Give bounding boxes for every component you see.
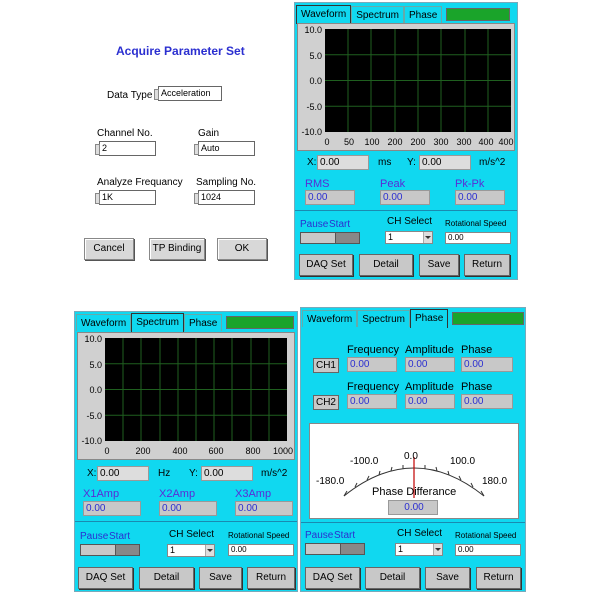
tab-spectrum[interactable]: Spectrum: [357, 310, 410, 327]
detail-button[interactable]: Detail: [359, 254, 413, 276]
ch-select-value: 1: [398, 544, 404, 554]
y-cursor-label: Y:: [189, 468, 198, 479]
channel-label: Channel No.: [97, 128, 153, 139]
y-tick: -10.0: [81, 436, 102, 446]
x-cursor-value: 0.00: [97, 466, 149, 481]
tab-waveform[interactable]: Waveform: [302, 310, 357, 327]
save-button[interactable]: Save: [199, 567, 242, 589]
x-tick: 200: [387, 137, 403, 147]
ch2-frequency-value: 0.00: [347, 394, 397, 409]
ch-select-label: CH Select: [387, 216, 433, 227]
rot-speed-input[interactable]: 0.00: [445, 232, 511, 244]
ch-select-value: 1: [170, 545, 176, 555]
data-type-field[interactable]: Acceleration: [158, 86, 222, 101]
pkpk-value: 0.00: [455, 190, 505, 205]
return-button[interactable]: Return: [247, 567, 295, 589]
rot-speed-input[interactable]: 0.00: [228, 544, 294, 556]
x3amp-value: 0.00: [235, 501, 293, 516]
pause-start-toggle[interactable]: [300, 232, 360, 244]
x-unit: ms: [378, 157, 392, 168]
gauge-tick-label: 0.0: [404, 451, 418, 462]
y-tick: -5.0: [86, 411, 102, 421]
sampling-label: Sampling No.: [196, 177, 257, 188]
gauge-tick-label: -180.0: [316, 476, 345, 487]
rot-speed-label: Rotational Speed: [228, 531, 290, 540]
gauge-tick-label: 180.0: [482, 476, 508, 487]
status-bar: [446, 8, 510, 21]
ch1-button[interactable]: CH1: [313, 358, 339, 373]
y-tick: 5.0: [309, 51, 322, 61]
x-tick: 200: [135, 446, 151, 456]
x1amp-label: X1Amp: [83, 488, 120, 500]
y-cursor-value: 0.00: [201, 466, 253, 481]
pkpk-label: Pk-Pk: [455, 178, 485, 190]
cancel-button[interactable]: Cancel: [84, 238, 134, 260]
x-cursor-label: X:: [307, 157, 317, 168]
gain-label: Gain: [198, 128, 220, 139]
sampling-field[interactable]: 1024: [198, 190, 255, 205]
tab-phase[interactable]: Phase: [410, 309, 448, 328]
return-button[interactable]: Return: [476, 567, 521, 589]
ch1-frequency-value: 0.00: [347, 357, 397, 372]
rms-label: RMS: [305, 178, 330, 190]
pause-start-toggle[interactable]: [80, 544, 140, 556]
gauge-title: Phase Differance: [372, 486, 457, 498]
rot-speed-label: Rotational Speed: [455, 531, 517, 540]
phase-diff-value: 0.00: [388, 500, 438, 515]
spectrum-plot-area: [77, 332, 295, 460]
save-button[interactable]: Save: [419, 254, 459, 276]
x-tick: 200: [410, 137, 426, 147]
x-tick: 100: [364, 137, 380, 147]
x1amp-value: 0.00: [83, 501, 141, 516]
ch2-button[interactable]: CH2: [313, 395, 339, 410]
pause-label: Pause: [80, 531, 109, 542]
y-tick: 0.0: [89, 385, 102, 395]
waveform-panel-top: [294, 2, 518, 280]
ch1-frequency-label: Frequency: [347, 344, 399, 356]
y-unit: m/s^2: [261, 468, 288, 479]
spectrum-panel: [74, 311, 298, 592]
y-unit: m/s^2: [479, 157, 506, 168]
ch1-amplitude-label: Amplitude: [405, 344, 454, 356]
ch-select-dropdown[interactable]: [385, 231, 433, 244]
phase-gauge: [309, 423, 519, 519]
x-tick: 0: [324, 137, 330, 147]
ch1-amplitude-value: 0.00: [405, 357, 455, 372]
daq-set-button[interactable]: DAQ Set: [78, 567, 133, 589]
ch2-frequency-label: Frequency: [347, 381, 399, 393]
freq-field[interactable]: 1K: [99, 190, 156, 205]
tab-waveform[interactable]: Waveform: [296, 5, 351, 24]
chevron-down-icon: [433, 544, 442, 555]
x-tick: 300: [433, 137, 449, 147]
tab-spectrum[interactable]: Spectrum: [351, 6, 404, 23]
start-label: Start: [329, 219, 351, 230]
x-tick: 800: [245, 446, 261, 456]
x-cursor-value: 0.00: [317, 155, 369, 170]
y-cursor-value: 0.00: [419, 155, 471, 170]
x-tick: 600: [208, 446, 224, 456]
x-tick: 0: [104, 446, 110, 456]
rms-value: 0.00: [305, 190, 355, 205]
x-cursor-label: X:: [87, 468, 97, 479]
pause-label: Pause: [300, 219, 329, 230]
spectrum-plot[interactable]: [105, 338, 287, 441]
detail-button[interactable]: Detail: [139, 567, 194, 589]
status-bar: [226, 316, 294, 329]
acquire-title: Acquire Parameter Set: [116, 44, 245, 58]
ch-select-dropdown[interactable]: [395, 543, 443, 556]
data-type-label: Data Type: [107, 90, 153, 101]
waveform-plot-area: [297, 23, 515, 151]
status-bar: [452, 312, 524, 325]
daq-set-button[interactable]: DAQ Set: [305, 567, 360, 589]
tab-phase[interactable]: Phase: [184, 314, 222, 331]
channel-field[interactable]: 2: [99, 141, 156, 156]
return-button[interactable]: Return: [464, 254, 510, 276]
ch2-amplitude-value: 0.00: [405, 394, 455, 409]
ch1-phase-label: Phase: [461, 344, 493, 356]
ch-select-label: CH Select: [397, 528, 443, 539]
pause-start-toggle[interactable]: [305, 543, 365, 555]
gauge-tick-label: -100.0: [350, 456, 379, 467]
tab-spectrum[interactable]: Spectrum: [131, 313, 184, 332]
freq-label: Analyze Frequancy: [97, 177, 183, 188]
ch1-phase-value: 0.00: [461, 357, 513, 372]
ch2-phase-value: 0.00: [461, 394, 513, 409]
tab-waveform[interactable]: Waveform: [76, 314, 131, 331]
x-unit: Hz: [158, 468, 171, 479]
y-cursor-label: Y:: [407, 157, 416, 168]
x-tick: 400: [172, 446, 188, 456]
y-tick: 10.0: [84, 334, 102, 344]
peak-value: 0.00: [380, 190, 430, 205]
y-tick: 10.0: [304, 25, 322, 35]
x2amp-value: 0.00: [159, 501, 217, 516]
detail-button[interactable]: Detail: [365, 567, 420, 589]
gain-field[interactable]: Auto: [198, 141, 255, 156]
pause-label: Pause: [305, 530, 334, 541]
x-tick: 1000: [272, 446, 294, 456]
ch-select-value: 1: [388, 232, 394, 242]
save-button[interactable]: Save: [425, 567, 470, 589]
x2amp-label: X2Amp: [159, 488, 196, 500]
y-tick: 5.0: [89, 360, 102, 370]
y-tick: -10.0: [301, 127, 322, 137]
chevron-down-icon: [205, 545, 214, 556]
ch2-amplitude-label: Amplitude: [405, 381, 454, 393]
start-label: Start: [109, 531, 131, 542]
ch-select-label: CH Select: [169, 529, 215, 540]
y-tick: 0.0: [309, 76, 322, 86]
rot-speed-label: Rotational Speed: [445, 219, 507, 228]
ok-button[interactable]: OK: [217, 238, 267, 260]
phase-panel: [300, 307, 526, 592]
x3amp-label: X3Amp: [235, 488, 272, 500]
daq-set-button[interactable]: DAQ Set: [299, 254, 353, 276]
x-tick: 400: [498, 137, 514, 147]
x-tick: 400: [478, 137, 494, 147]
y-tick: -5.0: [306, 102, 322, 112]
start-label: Start: [334, 530, 356, 541]
ch2-phase-label: Phase: [461, 381, 493, 393]
gauge-tick-label: 100.0: [450, 456, 476, 467]
waveform-plot[interactable]: [325, 29, 511, 132]
x-tick: 300: [456, 137, 472, 147]
tp-binding-button[interactable]: TP Binding: [149, 238, 205, 260]
ch-select-dropdown[interactable]: [167, 544, 215, 557]
tab-phase[interactable]: Phase: [404, 6, 442, 23]
chevron-down-icon: [423, 232, 432, 243]
rot-speed-input[interactable]: 0.00: [455, 544, 521, 556]
x-tick: 50: [343, 137, 354, 147]
peak-label: Peak: [380, 178, 406, 190]
